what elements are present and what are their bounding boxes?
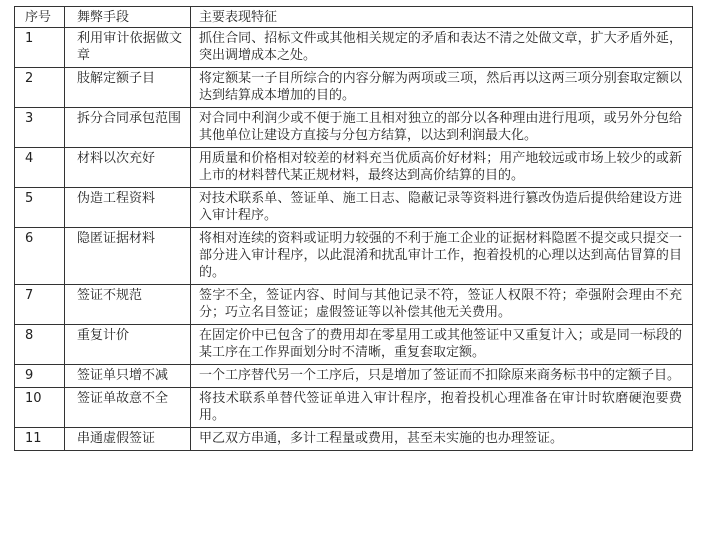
- table-header-row: [15, 7, 693, 28]
- row-num: 5: [15, 188, 65, 228]
- row-method: 重复计价: [65, 325, 191, 365]
- row-method: 拆分合同承包范围: [65, 108, 191, 148]
- header-num: 序号: [15, 7, 65, 28]
- table-row: [15, 108, 693, 148]
- table-row: [15, 228, 693, 285]
- row-num: 9: [15, 365, 65, 388]
- row-desc: 将相对连续的资料或证明力较强的不利于施工企业的证据材料隐匿不提交或只提交一部分进入审计程序，以此混淆和扰乱审计工作，抱着投机的心理以达到高估冒算的目的。: [191, 228, 693, 285]
- table-row: [15, 188, 693, 228]
- row-num: 11: [15, 428, 65, 451]
- row-num: 8: [15, 325, 65, 365]
- header-method: 舞弊手段: [65, 7, 191, 28]
- row-num: 10: [15, 388, 65, 428]
- row-num: 7: [15, 285, 65, 325]
- row-desc: 将技术联系单替代签证单进入审计程序，抱着投机心理准备在审计时软磨硬泡要费用。: [191, 388, 693, 428]
- table-row: [15, 388, 693, 428]
- row-desc: 对技术联系单、签证单、施工日志、隐蔽记录等资料进行篡改伪造后提供给建设方进入审计程序。: [191, 188, 693, 228]
- row-num: 3: [15, 108, 65, 148]
- row-method: 伪造工程资料: [65, 188, 191, 228]
- row-num: 6: [15, 228, 65, 285]
- row-method: 利用审计依据做文章: [65, 28, 191, 68]
- table-row: [15, 428, 693, 451]
- row-desc: 签字不全，签证内容、时间与其他记录不符，签证人权限不符；牵强附会理由不充分；巧立名目签证；虚假签证等以补偿其他无关费用。: [191, 285, 693, 325]
- table-row: [15, 365, 693, 388]
- row-num: 2: [15, 68, 65, 108]
- table-row: [15, 148, 693, 188]
- row-desc: 用质量和价格相对较差的材料充当优质高价好材料；用产地较远或市场上较少的或新上市的材料替代某正规材料，最终达到高价结算的目的。: [191, 148, 693, 188]
- row-desc: 甲乙双方串通，多计工程量或费用，甚至未实施的也办理签证。: [191, 428, 693, 451]
- table-row: [15, 28, 693, 68]
- row-method: 签证不规范: [65, 285, 191, 325]
- table-row: [15, 68, 693, 108]
- fraud-methods-table-container: [14, 6, 692, 451]
- row-method: 隐匿证据材料: [65, 228, 191, 285]
- row-desc: 一个工序替代另一个工序后，只是增加了签证而不扣除原来商务标书中的定额子目。: [191, 365, 693, 388]
- row-method: 材料以次充好: [65, 148, 191, 188]
- row-desc: 抓住合同、招标文件或其他相关规定的矛盾和表达不清之处做文章，扩大矛盾外延，突出调增成本之处。: [191, 28, 693, 68]
- header-desc: 主要表现特征: [191, 7, 693, 28]
- row-method: 签证单只增不减: [65, 365, 191, 388]
- row-desc: 将定额某一子目所综合的内容分解为两项或三项，然后再以这两三项分别套取定额以达到结算成本增加的目的。: [191, 68, 693, 108]
- row-num: 1: [15, 28, 65, 68]
- fraud-methods-table: [14, 6, 693, 451]
- row-desc: 在固定价中已包含了的费用却在零星用工或其他签证中又重复计入；或是同一标段的某工序在工作界面划分时不清晰，重复套取定额。: [191, 325, 693, 365]
- row-method: 签证单故意不全: [65, 388, 191, 428]
- table-row: [15, 325, 693, 365]
- row-num: 4: [15, 148, 65, 188]
- row-method: 串通虚假签证: [65, 428, 191, 451]
- table-row: [15, 285, 693, 325]
- row-desc: 对合同中利润少或不便于施工且相对独立的部分以各种理由进行甩项，或另外分包给其他单位让建设方直接与分包方结算，以达到利润最大化。: [191, 108, 693, 148]
- row-method: 肢解定额子目: [65, 68, 191, 108]
